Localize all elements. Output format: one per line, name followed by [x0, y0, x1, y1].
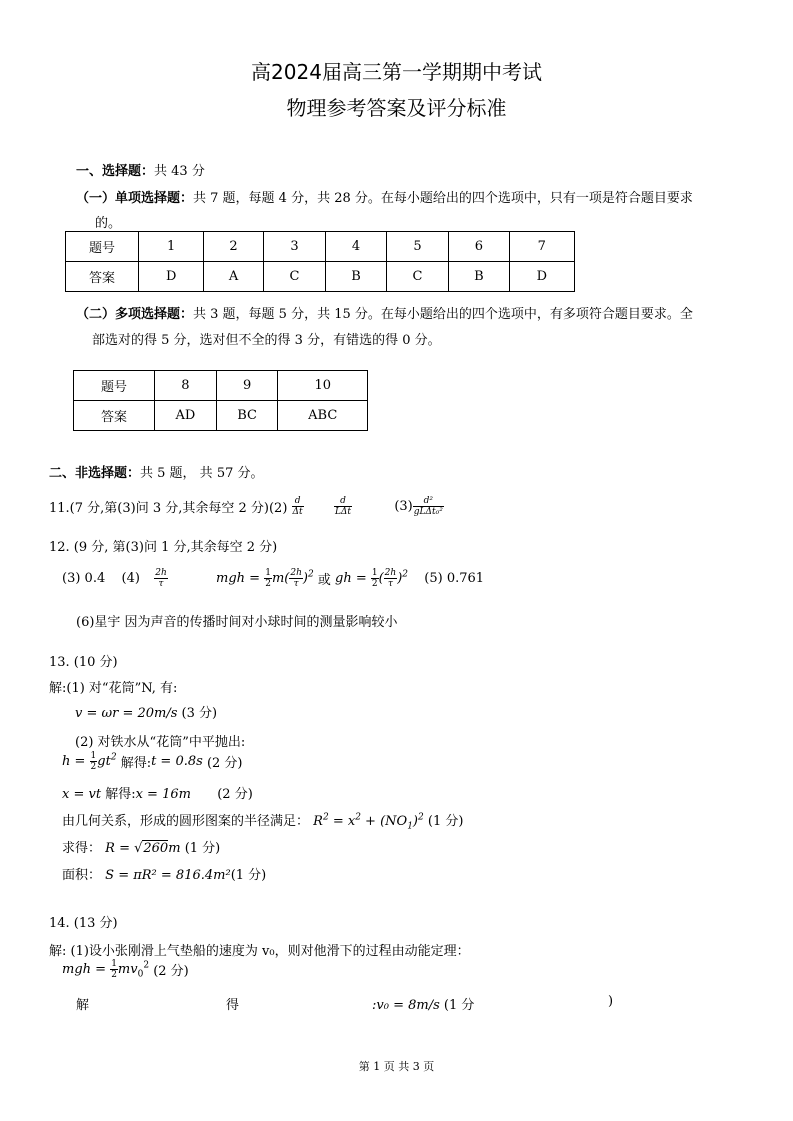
page-number: 第 1 页 共 3 页	[358, 1060, 435, 1073]
q13-distance-result: x = 16m	[135, 787, 191, 802]
section2-heading-row	[49, 462, 264, 481]
q11-formula-a: $\frac{d}{\Delta t}$	[292, 496, 303, 517]
title-line2: 物理参考答案及评分标准	[286, 96, 507, 120]
table-row	[66, 262, 575, 292]
q13-area-label: 面积：	[62, 868, 102, 883]
section1-note: 共 43 分	[154, 164, 205, 179]
q13-score: (1 分)	[230, 868, 267, 883]
q14-line1: 解: (1)设小张刚滑上气垫船的速度为 v₀，则对他滑下的过程由动能定理：	[49, 944, 470, 959]
q13-line8	[62, 864, 266, 883]
q13-distance-eq: x = vt	[62, 787, 102, 802]
q13-radius-result: R = √260m	[105, 841, 181, 856]
question-number: 10	[278, 371, 368, 401]
question-number: 4	[326, 232, 386, 262]
q13-line3: (2) 对铁水从“花筒”中平抛出:	[75, 735, 246, 750]
table-row	[66, 232, 575, 262]
question-number: 8	[155, 371, 217, 401]
q14-head: 14. (13 分)	[49, 916, 118, 931]
q12-head: 12. (9 分, 第(3)问 1 分,其余每空 2 分)	[49, 540, 278, 555]
multi-choice-table	[73, 370, 368, 431]
q14-solve-b: 得	[226, 998, 240, 1013]
section2-heading: 二、非选择题：	[49, 466, 141, 481]
q12-p5: (5) 0.761	[424, 571, 485, 586]
q14-score: (2 分)	[153, 964, 189, 979]
table-row	[74, 401, 368, 431]
q12-energy-eq2: gh = $\frac{1}{2}$ ( $\frac{2h}{\tau}$ )$^2$	[335, 568, 409, 589]
part2-desc: 共 3 题，每题 5 分，共 15 分。在每小题给出的四个选项中，有多项符合题目要求。全	[193, 307, 693, 322]
q13-score: (2 分)	[206, 756, 243, 771]
question-number: 2	[204, 232, 263, 262]
answer-cell: A	[204, 262, 263, 292]
q13-geometry-text: 由几何关系，形成的圆形图案的半径满足：	[62, 814, 310, 829]
q13-solve-label: 解得:	[120, 756, 152, 771]
q13-line7	[62, 837, 220, 856]
section1-heading-row	[76, 160, 205, 179]
question-number: 6	[449, 232, 509, 262]
q13-solve-label: 解得:	[105, 787, 136, 802]
question-number: 5	[386, 232, 449, 262]
q11-text: 11.(7 分,第(3)问 3 分,其余每空 2 分)(2)	[49, 501, 288, 516]
q11-formula-b: $\frac{d}{\text{LΔt}}$	[334, 496, 352, 517]
part2-desc-line2: 部选对的得 5 分，选对但不全的得 3 分，有错选的得 0 分。	[92, 333, 441, 348]
q12-p4: (4)	[121, 571, 140, 586]
q14-solve-a: 解	[76, 998, 90, 1013]
q13-line2	[75, 702, 217, 721]
q13-result-label: 求得：	[62, 841, 102, 856]
part2-desc-line1	[76, 303, 693, 322]
q14-close-paren: )	[608, 994, 614, 1009]
q12-energy-eq1: mgh = $\frac{1}{2}$ m( $\frac{2h}{\tau}$ )$^2$	[216, 568, 314, 589]
single-choice-table	[65, 231, 575, 292]
q14-energy-eq: mgh = $\frac{1}{2}$ $mv_0^2$	[62, 959, 150, 980]
q13-line1: 解:(1) 对“花筒”N, 有:	[49, 681, 178, 696]
q13-velocity-eq: v = ωr = 20m/s	[75, 706, 178, 721]
part1-label: （一）单项选择题：	[76, 191, 194, 206]
question-number: 3	[263, 232, 326, 262]
q12-answers-row	[62, 568, 484, 589]
table-row	[74, 371, 368, 401]
answer-cell: C	[386, 262, 449, 292]
row-label-answer: 答案	[74, 401, 155, 431]
part1-desc: 共 7 题，每题 4 分，共 28 分。在每小题给出的四个选项中，只有一项是符合题目要求	[193, 191, 693, 206]
q12-p3: (3) 0.4	[62, 571, 106, 586]
q14-line3	[372, 994, 474, 1013]
answer-cell: BC	[216, 401, 278, 431]
question-number: 1	[139, 232, 204, 262]
part1-desc-line2: 的。	[95, 216, 122, 231]
q14-score: (1 分	[443, 998, 475, 1013]
q13-area-eq: S = πR² = 816.4m²	[105, 868, 231, 883]
part1-desc-line1	[76, 187, 693, 206]
q12-or: 或	[317, 573, 331, 588]
answer-cell: B	[326, 262, 386, 292]
q11-part3: (3)	[394, 499, 413, 514]
answer-cell: C	[263, 262, 326, 292]
q12-p6: (6)星宇 因为声音的传播时间对小球时间的测量影响较小	[76, 615, 398, 630]
q13-radius-eq: $R^2 = x^2 + (NO_1)^2$	[313, 812, 424, 832]
title-line1: 高2024届高三第一学期期中考试	[251, 60, 542, 84]
q13-fall-eq: h = $\frac{1}{2}$ $gt^2$	[62, 751, 117, 772]
answer-cell: AD	[155, 401, 217, 431]
q13-score: (1 分)	[427, 814, 464, 829]
answer-cell: B	[449, 262, 509, 292]
row-label-number: 题号	[66, 232, 139, 262]
section1-heading: 一、选择题：	[76, 164, 155, 179]
q13-head: 13. (10 分)	[49, 655, 118, 670]
q13-line6	[62, 810, 463, 832]
q12-formula-2h-tau: $\frac{2h}{\tau}$	[155, 568, 167, 589]
question-number: 7	[509, 232, 574, 262]
q11-formula-c: $\frac{\text{d²}}{\text{gLΔt₀²}}$	[413, 496, 443, 517]
q11-line	[49, 496, 444, 517]
q13-line4	[62, 751, 243, 772]
question-number: 9	[216, 371, 278, 401]
row-label-number: 题号	[74, 371, 155, 401]
answer-cell: ABC	[278, 401, 368, 431]
q13-score: (2 分)	[217, 787, 253, 802]
q14-velocity-result: :v₀ = 8m/s	[372, 998, 440, 1013]
row-label-answer: 答案	[66, 262, 139, 292]
q13-time-eq: t = 0.8s	[151, 754, 203, 769]
q13-line5	[62, 783, 253, 802]
q13-score: (3 分)	[181, 706, 218, 721]
q14-line2	[62, 959, 189, 980]
part2-label: （二）多项选择题：	[76, 307, 194, 322]
section2-note: 共 5 题， 共 57 分。	[140, 466, 264, 481]
q13-score: (1 分)	[184, 841, 221, 856]
answer-cell: D	[509, 262, 574, 292]
answer-cell: D	[139, 262, 204, 292]
